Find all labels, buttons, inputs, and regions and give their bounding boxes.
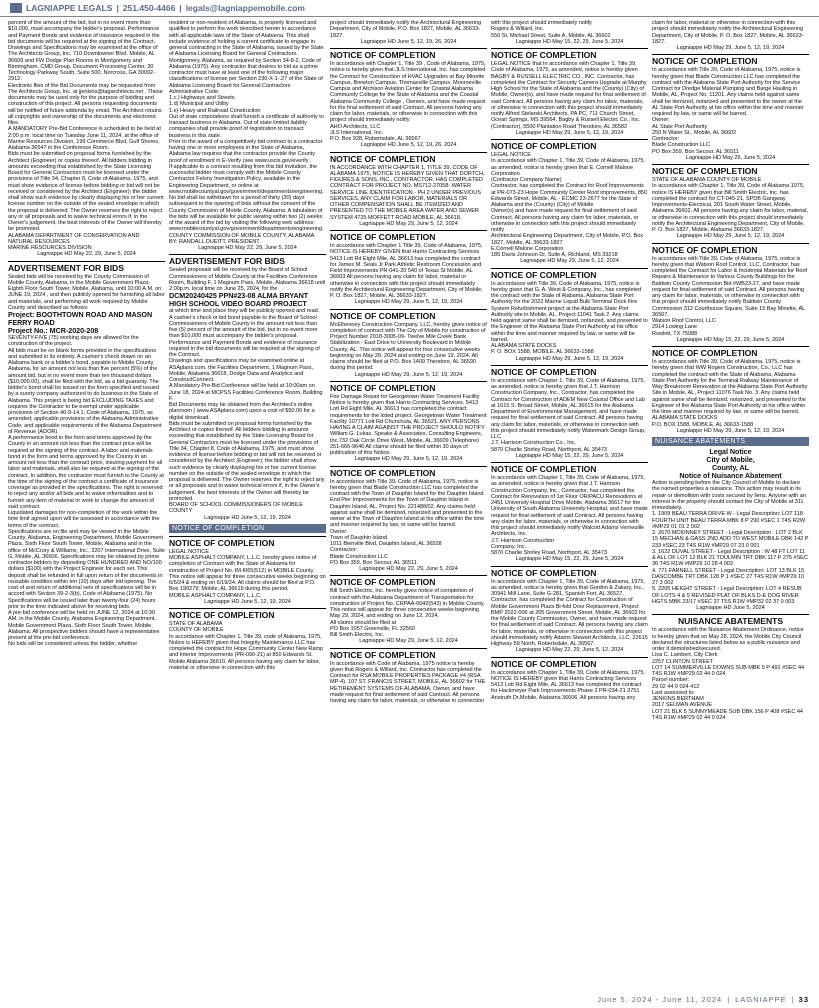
notice-text: Fire Damage Repair for Georgetown Water Treatment Facility bbox=[330, 393, 480, 400]
column-5 bbox=[652, 20, 809, 988]
notice-text: 4. 771 FARNELL STREET - Legal Description: LOT 13 BLK 15 DASCOMBE TRT DBK 128 P 1 #SEC 27 T4S R1W #MP29 10 27 3 002 bbox=[652, 567, 805, 586]
notice-text: In accordance with Title 39, Code of Alabama, 1975, notice is hereby given that Blade Construction LLC has completed the contract with the Town of Dauphin Island for the Dauphin Island End Pier Improvements for the Town of Dauphin Island in Dauphin Island, AL, Project No. 221488/02. Any claims held against same shall be itemized, notarized and presented to the owner at the Town of Dauphin Island at his office within the time and manner required by law, or same will be barred. bbox=[330, 478, 485, 529]
publication-line: Lagniappe HD May 29, June 5, 2024 bbox=[685, 154, 776, 161]
notice-text: STATE OF ALABAMA COUNTY OF MOBILE bbox=[652, 177, 762, 183]
notice-text: at PR-073-23 Hope Community Center Roof improvements, 850 Edwards Street, Mobile, AL - ECMC 23-2677 for the State of Alabama and the (County) (City) of Mobile bbox=[491, 189, 648, 208]
publication-line: Lagniappe HD May 29, June 5, 12, 19, 2024 bbox=[354, 456, 463, 463]
publication-line: Lagniappe HD June 5, 12, 19, 2024 bbox=[204, 514, 291, 521]
notice-text: LEGAL NOTICE bbox=[169, 548, 209, 555]
notice-heading: NUISANCE ABATEMENTS bbox=[652, 614, 809, 626]
nuisance-heading: Notice of Nuisance Abatement bbox=[679, 471, 782, 480]
notice-text: All claims should be filed at bbox=[330, 619, 397, 626]
notice-text: P.O. BOX 1588, MOBILE, AL 36633-1588 bbox=[652, 421, 754, 428]
notice-text: 1. 1909 BEAU TERRA DRIVE W - Legal Description: LOT 118 FOURTH UNIT BEAU TERRA MBK 8 P 290 #SEC 1 T4S R2W #MP29 01 01 2 002 bbox=[652, 511, 806, 530]
footer-separator: | bbox=[791, 994, 795, 1004]
notice-text: BY: RANDALL DUEITT, PRESIDENT bbox=[169, 238, 260, 245]
notice-text: LOT 21 BLK 5 SUNNYMEADE SUB DBK 156 P 408 #SEC 44 T4S R1W #MP29 02 44 0 024 bbox=[652, 708, 803, 721]
notice-text: 5. 2205 HEIGHT STREET - Legal Description: LOT 4 RESUB OF LOTS 4 & 5 REVISED PLAT OF BLKS D-E DOG RIVER HGTS MBK 23/17 #SEC 37 T5S R1W #MP32 02 37 0 003 bbox=[652, 586, 802, 605]
notice-text: All bids must be on blank forms provided in the specifications and submitted in its entirety. A cashier's check drawn on an Alabama bank or a bidder's bond, payable to Mobile County, Alabama, for an amount not less than five percent (5%) of the amount bid, but in no event more than ten thousand dollars ($10,000.00), shall be filed with the bid, as a bid guaranty. The bidder's bond shall be issued on the form specified and issued by a surety company authorized to do business in the State of Alabama. This project is being bid EXCLUDING TAXES and requires the Contractor to be exempt under applicable provisions of Section 40-9-14.1, Code of Alabama, 1975, as amended; applicable provisions of the Alabama Administrative Code; and applicable requirements of the Alabama Department of Revenue (ADOR). bbox=[8, 347, 162, 435]
notice-text: No bid shall be withdrawn for a period of thirty (30) days subsequent to the opening of bids without the consent of the County Commission of Mobile County, Alabama. A tabulation of the bids will be available for public viewing within two (2) weeks of the award of the bid by visiting the following web address: www.mobilecountyal.gov/government/departments/engineering. bbox=[169, 195, 324, 233]
notice-text: Architectural Engineering Department, City of Mobile, P.O. Box 1827, Mobile, AL 36633-1827 bbox=[491, 233, 643, 246]
notice-text: 2017 SELMAN AVENUE bbox=[652, 702, 712, 709]
notice-text: 5870 Charlie Shirley Road, Northport, AL 35473 bbox=[491, 550, 607, 556]
notice-text: In accordance with Chapter 1, Title 39, Code of Alabama, 1975, as amended, notice is hereby given that J.T. Harrison Construction Company, Inc., Contractor, has completed the Contract for Renovation of 1st Floor OR/PACU Renovations at 2451 University Hospital Drive Mobile, Alabama 36617 for the University of South Alabama University Hospital, and have made request for final settlement of said Contract. All persons having any claim for labor, materials, or otherwise in connection with this project should immediately notify Walcott Adams Verneuille Architects, Inc. bbox=[491, 475, 648, 538]
notice-text: Liquidated damages for non-completion of the work within the time limit agreed upon will be assessed in accordance with the terms of the contract. bbox=[8, 510, 160, 529]
column-3 bbox=[330, 20, 487, 988]
notice-heading: NOTICE OF COMPLETION bbox=[330, 575, 487, 587]
publication-line: Lagniappe HD May 22, 29, June 5, 2024 bbox=[198, 245, 297, 251]
legal-columns bbox=[8, 20, 811, 988]
notice-text: MARINE RESOURCES DIVISION bbox=[8, 245, 92, 251]
publication-line: Lagniappe HD May 29, June 5, 12, 19, 2024 bbox=[354, 299, 463, 306]
notice-text: 550 St. Michael Street, Suite A, Mobile, AL 36602 bbox=[491, 32, 611, 39]
notice-text: LEGAL NOTICE that In accordance with Chapter 1, Title 39, Code of Alabama, 1975, as amended, notice is hereby given BAGBY & RUSSELL ELECTRIC CO., INC. Contractor, has completed the Contract for Security Camera Upgrade at Murphy High School for the State of Alabama and the (County) (City) of Mobile, Owner(s), and have made request for final settlement of said Contract. All persons having any claim for labor, materials, or otherwise in connection with this project should immediately notify Alfred Stelarski Architects, PA PC, 711 Church Street, Ocean Springs, MS 39564, Bagby & Russell Electric Co., Inc. (Contractor), 5500 Plantation Road Theodore, AL 36582 bbox=[491, 61, 647, 130]
notice-text: 1.c.) Highways and Streets bbox=[169, 95, 235, 101]
footer-separator: | bbox=[727, 994, 731, 1004]
notice-heading: NOTICE OF COMPLETION bbox=[330, 309, 487, 321]
publication-line: Lagniappe HD May 15, 22, 29, June 5, 2024 bbox=[676, 336, 785, 343]
notice-text: In accordance with Chapter 1, Title 39, Code of Alabama, 1975, NOTICE IS HEREBY given that Harris Contracting Services 5413 Lott Rd Eight Mile, AL 36613 has completed the contract for Hackmeyer Park Improvements Phase 2 PR-034-21 3751 Anstruth Dr,Mobile, Alabama 36606. All persons having any bbox=[491, 669, 645, 701]
publication-line: Lagniappe HD May 29, June 5, 12, 19, 2024 bbox=[676, 427, 785, 434]
notice-heading: ADVERTISEMENT FOR BIDS bbox=[169, 254, 326, 266]
notice-heading: NOTICE OF COMPLETION bbox=[652, 243, 809, 255]
notice-text: P. O. BOX 1588, MOBILE, AL 36633-1588 bbox=[491, 349, 594, 356]
column-4 bbox=[491, 20, 648, 988]
notice-text: 5870 Charlie Shirley Road, Northport, AL 35473 bbox=[491, 446, 607, 453]
notice-heading: NOTICE OF COMPLETION bbox=[491, 268, 648, 280]
notice-heading: NOTICE OF COMPLETION bbox=[491, 566, 648, 578]
notice-text: COUNTY OF MOBILE bbox=[169, 627, 224, 634]
notice-text: Bids must be submitted on proposal forms furnished by the Architect (Engineer) or copies thereof. All bidders bidding in amounts exceeding that established by the State Licensing Board for General Contractors must be licensed under the provisions of Title 34, Chapter 8, Code of Alabama, 1975, and must show evidence of license before bidding or bid will not be received or considered by the Architect (Engineer); the bidder shall show such evidence by clearly displaying his or her current license number on the outside of the sealed envelope in which the proposal is delivered. The Owner reserves the right to reject any or all proposals and to waive technical errors if, in the Owner's judgement, the best interests of the Owner will thereby be promoted. bbox=[8, 151, 164, 233]
notice-text: Owner: bbox=[652, 117, 670, 124]
publication-line: Lagniappe HD June 5, 12, 19, 26, 2024 bbox=[360, 38, 457, 45]
page-header bbox=[0, 0, 819, 17]
notice-text: JENKINS BERTHAM bbox=[652, 696, 704, 702]
paper-name: LAGNIAPPE bbox=[735, 994, 787, 1004]
notice-text: Prior to the award of a competitively bid contract to a contractor having one or more employees in the State of Alabama, Alabama law requires that the contractor provide the County proof of enrollment in E-Verify (see www.uscis.gov/everify . bbox=[169, 138, 323, 164]
notice-text: In accordance with Chapter 1, Title 39, code of Alabama, 1975, Notice is HEREBY given that Integrity Maintenance LLC has completed the contract for Hope Community Center New Ramp and Interior Improvements (PR-090-21) at 850 Edwards St. Mobile Alabama 36610. All persons having any claim for labor, material or otherwise in connection with this bbox=[169, 633, 324, 671]
header-phone: 251.450-4466 bbox=[122, 3, 176, 13]
notice-heading: NOTICE OF COMPLETION bbox=[491, 657, 648, 669]
notice-text: 1.d) Municipal and Utility bbox=[169, 101, 229, 108]
notice-text: A pre-bid conference will be held on JUNE 12, 2024 at 10:30 AM, in the Mobile County, Alabama Engineering Department, Mobile Government Plaza, Sixth Floor South Tower, Mobile, Alabama. All prospective bidders should have a representative present at the pre-bid conference. bbox=[8, 610, 160, 641]
project-title: Project: BOOTHTOWN ROAD AND MASON FERRY ROAD bbox=[8, 310, 153, 327]
notice-text: Watson Roof Control, LLC bbox=[652, 318, 716, 324]
notice-text: AHO Architects, LLC bbox=[330, 123, 381, 130]
notice-heading: NOTICE OF COMPLETION bbox=[169, 608, 326, 620]
notice-text: In accordance with Chapter 1 Title 39, Code of Alabama, 1975, NOTICE IS HEREBY GIVEN that Harris Contracting Services 5413 Lott Rd Eight Mile, AL 36613 has completed the contract for James M. Seals Jr Park Athletic Restroom Concession and Field Improvements PR-041-20 540 of Texas St Mobile, AL 36603 All persons having any claim for labor, material or otherwise in connection with this project should immediately notify the Architectural Engineering Department, City of Mobile, P. O. Box 1827, Mobile, AL 36633-1827. bbox=[330, 243, 483, 299]
issue-dates: June 5, 2024 - June 11, 2024 bbox=[597, 994, 723, 1004]
publication-line: Lagniappe HD June 5, 12, 19, 26, 2024 bbox=[360, 142, 457, 149]
notice-text: Drawings and Specifications may be examined at the office of The Architects Group, Inc. 710 Downtowner Blvd. Mobile, AL 36609 and FW Dodge Plan Rooms in Montgomery and Birmingham, CMD Group, Document Processing Center, 30 Technology Parkway South, Suite 500, Norcross, GA 30092-2912. bbox=[8, 45, 158, 83]
notice-text: Owner: bbox=[330, 528, 348, 535]
publication-line: Lagniappe HD May 29, June 5, 12, 2024 bbox=[520, 258, 619, 265]
publication-line: Lagniappe HD May 22, 29, June 5, 2024 bbox=[359, 566, 458, 572]
notice-text: In accordance with Chapter 1, Title 39 , Code of Alabama, 1975, notice is hereby given that JLS International, Inc. has completed the Contract for Construction of HVAC Upgrades at Bay Minette Campus, Brewton Campus, Thomasville Campus, Monroeville Campus and Atchison Aviation Center for Coastal Alabama Community College for the State of Alabama and the Coastal Alabama Community College , Owners, and have made request for the final settlement of said Contract. All persons having any claim for labor, materials, or otherwise in connection with this project should immediately notify bbox=[330, 61, 486, 124]
notice-text: MOBILE ASPHALT COMPANY, L.L.C. bbox=[169, 592, 262, 599]
notice-text: Blade Construction LLC bbox=[330, 553, 388, 560]
notice-text: percent of the amount of the bid, but in no event more than $10,000, must accompany the bidder's proposal. Performance and Payment Bonds and evidence of insurance required in the bid documents will be required at the signing of the Contract. bbox=[8, 20, 160, 45]
publication-line: Lagniappe HD May 22, 29, June 5, 12, 2024 bbox=[515, 647, 624, 654]
notice-text: resident or non-resident of Alabama, is properly licensed and qualified to perform the work described herein in accordance with all applicable laws of the State of Alabama. This shall include evidence of holding a current certificate to engage in general contracting in the State of Alabama, issued by the State of Alabama Licensing Board for General Contractors. Montgomery, Alabama, as required by Section 34-8-2, Code of Alabama (1975). Any contractor that desires to bid as a prime contractor must have at least one of the following major classifications of license per Section 230-X-1-.27 of the State of Alabama Licensing Board for General Contractors Administrative Code: bbox=[169, 20, 324, 95]
notice-heading: NOTICE OF COMPLETION bbox=[491, 365, 648, 377]
notice-text: JLS International, Inc. bbox=[330, 129, 383, 136]
notice-text: Contractor, has completed the Contract for Roof Improvements bbox=[491, 183, 644, 190]
section-bar: NOTICE OF COMPLETION bbox=[169, 524, 326, 533]
notice-text: ALABAMA STATE DOCKS bbox=[652, 415, 718, 422]
notice-text: (Contractor Company Name) bbox=[491, 177, 562, 183]
notice-text: A Mandatory Pre-Bid Conference will be held at 10:00am on June 18, 2024 at MCPSS Facilities Conference Room, Building F. bbox=[169, 383, 323, 402]
notice-text: 2. 2670 MCKINNEY STREET - Legal Description : LOT 2 BLK 15 MECHAN & GASS 2ND ADD TO WEST MOBILE DBK 142 P 233 #SEC 23 T4S R1W #MP29 07 23 0 001 bbox=[652, 530, 809, 549]
header-separator: | bbox=[116, 3, 119, 13]
publication-line: Lagniappe HD May 29, June 5, 12, 19, 2024 bbox=[515, 355, 624, 362]
publication-line: Lagniappe HD May 15, 22, 29, June 5, 2024 bbox=[515, 38, 624, 45]
page-footer bbox=[0, 990, 819, 1008]
notice-text: McElhenney Construction Company, LLC, hereby gives notice of completion of contract with The City of Mobile for construction of Project Number 2018-3005-09- Twelve Mile Creek Bank Stabilization - East Drive to University Boulevard in Mobile County, AL. This notice will appear for four consecutive weeks beginning on May 29, 2024 and ending on June 19, 2024. All claims should be filed at P.O. Box 1409 Theodore, AL 36590 during this period. bbox=[330, 321, 487, 372]
notice-heading: NOTICE OF COMPLETION bbox=[652, 346, 809, 358]
project-title: DCM20240425 PPN#23-08 ALMA BRYANT HIGH SCHOOL VIDEO BOARD PROJECT bbox=[169, 291, 309, 309]
notice-heading: NOTICE OF COMPLETION bbox=[491, 48, 648, 60]
notice-text: Lisa C. Lambert, City Clerk bbox=[652, 652, 718, 659]
notice-heading: ADVERTISEMENT FOR BIDS bbox=[8, 261, 165, 273]
notice-heading: NOTICE OF COMPLETION bbox=[330, 48, 487, 60]
notice-text: at which time and place they will be publicly opened and read. bbox=[169, 308, 320, 315]
notice-text: 3. 1622 DUVAL STREET - Legal Description : W 48 FT LOT 11 & ALL OF LOT 12 BLK 21 TOULMIN TRT DBK 117 P 275 #SEC 36 T4S R1W #MP29 10 28 4 003 bbox=[652, 548, 808, 568]
publication-line: Lagniappe HD May 22, 29, June 5, 2024 bbox=[37, 251, 136, 258]
notice-text: In accordance with Chapter 1, Title 39, Code of Alabama 1975, notice IS HEREBY given that Bill Smith Electric, Inc. has completed the contract for CT-045-21, SPDB Gangway Improvements-Electrical, 201 South Water Street, Mobile, Alabama 36602. All persons having any claim for labor, material, or otherwise in connection with this project should immediately notify the Architectural Engineering Department, City of Mobile, P. O. Box 1827, Mobile, Alabama 36633-1827. bbox=[652, 183, 808, 233]
notice-text: In accordance with Code of Alabama, 1975 notice is hereby given that Rogers & Willard, Inc. Contractor has completed the Contract for RSA MOBILE PROPERTIES PACKAGE #4 (RSA MP-4), 107 ST. FRANCIS STREET, MOBILE, AL 36602 for THE RETIREMENT SYSTEMS OF ALABAMA, Owner, and have made request for final settlement of said Contract. All persons having any claim for labor, materials, or otherwise in connection bbox=[330, 660, 486, 704]
section-title: LAGNIAPPE LEGALS bbox=[26, 3, 113, 13]
notice-text: 250 N Water St., Mobile, AL 36602 bbox=[652, 129, 737, 136]
publication-line: Lagniappe HD May 15, 22, 29, June 5, 2024 bbox=[515, 452, 624, 459]
notice-text: 185 Davis Johnson Dr, Suite A, Richland, MS 39218 bbox=[491, 252, 618, 258]
notice-text: A MANDATORY Pre-Bid Conference is scheduled to be held at 2:00 p.m. local time on Tuesday June 11, 2024, at the office of Marine Resources Division, 199 Commerce Blvd, Gulf Shores, Alabama 36547 in the Conference Room. bbox=[8, 126, 161, 151]
notice-text: AL State Port Authority bbox=[652, 123, 708, 130]
header-separator: | bbox=[179, 3, 182, 13]
lagniappe-logo-icon bbox=[10, 3, 22, 13]
notice-text: Out of state corporations shall furnish a certificate of authority to transact business in Alabama. Out of state limited liability companies shall provide proof of registration to transact business in this state. bbox=[169, 113, 324, 139]
notice-text: No bids will be considered unless the bidder, whether bbox=[8, 641, 138, 648]
notice-text: with this project should immediately notify bbox=[491, 20, 592, 26]
notice-text: In accordance with Chapter 1, Title 39, Code of Alabama, 1975, as amended, notice is hereby given that J.T. Harrison Construction Company, Inc., Contractor, has completed the Contract for Construction of ADEM New Coastal Office and Lab at 1615 S. Broad Street, Mobile, AL 36615 for the Alabama Department of Environmental Management, and have made request for final settlement of said Contract. All persons having any claim for labor, materials, or otherwise in connection with this project should immediately notify Watermark Design Group, LLC bbox=[491, 377, 646, 440]
notice-text: ALABAMA STATE DOCKS bbox=[491, 343, 557, 349]
publication-line: Lagniappe HD May 29, June 5, 12, 19, 2024 bbox=[676, 45, 785, 51]
nuisance-heading: Legal Notice bbox=[709, 447, 752, 456]
notice-text: A performance bond in the form and terms approved by the County in an amount not less than the contract price will be required at the signing of the contract. A labor and materials bond in the form and terms approved by the County in an amount not less than the contract price, insuring payment for all labor and materials, shall also be required at the signing of the contract. In addition, the contractor must furnish to the County at the time of the signing of the contract a certificate of insurance coverage as provided in the specifications. The right is reserved to reject any and/or all bids and to waive informalities and to furnish any item of material or work to change the amount of said contract. bbox=[8, 435, 164, 510]
notice-text: Drawings and specifications may be examined online at ASAplans.com, the Facilities Department, 1 Magnum Pass, Mobile, Alabama 36618, Dodge Data and Analytics and ConstructConnect. bbox=[169, 358, 313, 383]
notice-text: Contractor: bbox=[652, 136, 680, 142]
notice-text: ALABAMA DEPARTMENT OF CONSERVATION AND NATURAL RESOURCES bbox=[8, 232, 140, 245]
notice-text: In accordance with Chapter 1, Title 39, Code of Alabama, 1975, as amended, notice is hereby given that Gordon & Zakary, Inc., 30941 Mill Lane, Suite G-281, Spanish Fort, AL 36527, Contractor, has completed the Contract for Construction of Mobile Government Plaza Bi-fold Door Replacement, Project BMP 2022-006 at 205 Government Street, Mobile, AL 36602 for the Mobile County Commission, Owner, and have made request for final settlement of said Contract. All persons having any claim for labor, materials, or otherwise in connection with this project should immediately notify Adams Stewart Architects, LLC, 22615 Highway 59 North, Robertsdale, AL 36567. bbox=[491, 578, 648, 647]
nuisance-heading: City of Mobile, bbox=[706, 455, 755, 464]
notice-text: In accordance with Title 39, Code of Alabama, 1975, notice is hereby given that Watson Roof Control, LLC, Contractor, has completed the Contract for Labor & Incidental Materials for Roof Repairs & Maintenance to Various County Buildings for the Baldwin County Commission Bid #WB23-27, and have made request for final settlement of said Contract. All persons having any claim for labor, materials, or otherwise in connection with this project should immediately notify Baldwin County Commission 312 Courthouse Square, Suite 15 Bay Minette, AL 36507. bbox=[652, 255, 808, 318]
notice-text: Bid Documents may be obtained from the Architect's online planroom ( www.ASAplans.com) upon a cost of $50.00 for a digital download. bbox=[169, 402, 315, 421]
notice-text: Parcel number: bbox=[652, 677, 690, 684]
notice-text: Bill Smith Electric, Inc. bbox=[330, 632, 385, 638]
notice-heading: NOTICE OF COMPLETION bbox=[652, 54, 809, 66]
column-2 bbox=[169, 20, 326, 988]
notice-heading: NOTICE OF COMPLETION bbox=[330, 648, 487, 660]
notice-text: A cashier's check or bid bond payable to the Board of School Commissioners of Mobile County in the amount not less than five (5) percent of the amount of the bid, but in no event more than $10,000 must accompany the bidder's proposal. Performance and Payment Bonds and evidence of insurance required in the bid documents will be required at the signing of the Contract. bbox=[169, 314, 320, 358]
notice-text: claim for labor, material or otherwise in connection with this project should immediately notify the Architectural Engineering Department, City of Mobile, P. O. Box 1827, Mobile, AL 36633-1827. bbox=[652, 20, 804, 45]
notice-text: In accordance with Title 39, Code of Alabama, 1975, notice is hereby given that G. A. West & Company, Inc., has completed the contract with the State of Alabama, Alabama State Port Authority for the 2022 Marine Liquid Bulk Terminal Dock Fire System Refurbishment project at the Alabama State Port Authority site in Mobile, AL, Project 11041 Task 2. Any claims held against same shall be itemized, notarized, and presented to the Engineer of the Alabama State Port Authority at his office within the time and manner required by law, or same will be barred. bbox=[491, 280, 648, 343]
publication-line: Lagniappe HD May 29, June 5, 12, 19, 2024 bbox=[354, 371, 463, 378]
notice-text: Bill Smith Electric, Inc. hereby gives notice of completion of contract with the Alabama Department of Transportation for construction of Project No. CRPAA-0042(543) in Mobile County. This notice will appear for three consecutive weeks beginning May 29, 2024, and ending on June 12, 2024. bbox=[330, 588, 485, 620]
notice-text: SEVENTY-FIVE (75) working days are allowed for the construction of the project. bbox=[8, 335, 139, 348]
notice-text: LEGAL NOTICE bbox=[491, 152, 531, 158]
notice-text: In accordance with Title 39, Code of Alabama, 1975, notice is hereby given that Blade Construction LLC has completed the contract with the Alabama State Port Authority for the Service Contract for Dredge Material Pumping and Barge Hauling in Mobile, AL, Project No. 11201. Any claims held against same shall be itemized, notarized and presented to the owner at the AL State Port Authority at his office within the time and manner required by law, or same will be barred. bbox=[652, 67, 804, 117]
notice-text: LOT 14 SUMMERVILLE DOWNS SUB MBK 5 P 491 #SEC 44 T4S R1W #MP29 02 44 0 024 bbox=[652, 664, 805, 677]
notice-text: Sealed proposals will be received by the Board of School Commissioners of Mobile County at the Facilities Conference Room, Building F, 1 Magnum Pass, Mobile, Alabama 36618 until 2:00p.m. local time on June 25, 2024, for the bbox=[169, 267, 326, 292]
notice-text: Action is pending before the City Council of Mobile to declare the named properties a nuisance. This action may result in its repair or demolition with costs secured by liens. Anyone with an interest in the property should contact the City of Mobile at 311 immediately. bbox=[652, 480, 806, 511]
notice-text: PO Box 359, Bon Secour, AL 36511 bbox=[330, 559, 417, 566]
notice-text: PO Box 1057 Greenville, FL 32560 bbox=[330, 625, 415, 632]
notice-text: 1011 Bienville Blvd, Dauphin Island, AL 36528 bbox=[330, 541, 442, 547]
page-number: 33 bbox=[798, 994, 809, 1004]
notice-heading: NOTICE OF COMPLETION bbox=[491, 462, 648, 474]
notice-heading: NOTICE OF COMPLETION bbox=[330, 381, 487, 393]
notice-heading: NOTICE OF COMPLETION bbox=[169, 536, 326, 548]
notice-text: Owner(s) and have made request for final settlement of said Contract. All persons having any claim for labor, materials, or otherwise in connection with this project should immediately notify bbox=[491, 208, 639, 233]
notice-text: Electronic files of the Bid Documents may be requested from The Architects Group, Inc. at jjenkins@tagarchitects.net . These documents may be used only for the purpose of bidding and construction of this project. All persons requesting documents will be notified of future addenda by email. The Architect retains all copyrights and ownership of the documents and electronic files. bbox=[8, 82, 163, 126]
project-number: Project No.: MCR-2020-208 bbox=[8, 326, 99, 335]
notice-text: project should immediately notify the Architectural Engineering Department, City of Mobile, P.O. Box 1827, Mobile, AL 36633-1827. bbox=[330, 20, 482, 39]
publication-line: Lagniappe HD June 5, 12, 19, 2024 bbox=[204, 598, 291, 605]
notice-text: IN ACCORDANCE WITH CHAPTER 1, TITLE 39, CODE OF ALABAMA 1975, NOTICE IS HEREBY GIVEN THAT DORTCH, FIGURES & SONS, INC., CONTRACTOR, HAS COMPLETED CONTRACT FOR PROJECT NO. MS712-27058- WATER SERVICE LINE IDENTIFICATION - PH 2 UNDER PREVIOUS SERVICES, ANY CLAIM FOR LABOR, MATERIALS OR OTHER COMPENSATION SHALL BE ITEMIZED AND PRESENTED TO THE MOBILE AREA WATER AND SEWER SYSTEM 4725 MOFFETT ROAD MOBILE, AL 36618. bbox=[330, 164, 485, 221]
notice-text: Blade Construction LLC bbox=[652, 142, 710, 149]
notice-text: Specifications are on file and may be viewed in the Mobile County, Alabama, Engineering Department, Mobile Government Plaza, Sixth Floor South Tower, Mobile, Alabama and in the office of McCrory & Williams, Inc., 3207 International Drive, Suite G, Mobile, AL 36606. Specifications may be obtained by prime contractor bidders by depositing ONE HUNDRED AND NO/100 dollars ($100) with the Project Engineer for each set. This deposit shall be refunded in full upon return of the documents in reusable condition within ten (10) days after bid opening. The cost of and return of additional sets of specifications will be in accord with Section 39-2-3(b), Code of Alabama (1975). No Specifications will be issued later than twenty-four (24) hours prior to the time indicated above for receiving bids. bbox=[8, 528, 165, 610]
notice-text: PO Box 359, Bon Secour, AL 36511 bbox=[652, 148, 739, 155]
nuisance-heading: County, AL bbox=[711, 463, 750, 472]
notice-text: If applicable to a contract resulting from this bid invitation, the successful bidder must comply with the Mobile County Contractor Felony Investigation Policy, available in the Engineering Department, or online at www.mobilecountyal.gov/government/departments/engineering. bbox=[169, 163, 324, 195]
notice-text: J.T. Harrison Construction bbox=[491, 537, 555, 544]
notice-text: MOBILE ASPHALT COMPANY, L.L.C. hereby gives notice of completion of Contract with the State of Alabama for construction of Project No. IM-I065(512) in MOBILE County. This notice will appear for three consecutive weeks beginning on 6/5/24 & ending on 6/19/24. All claims should be filed at P.O. Box 190279; Mobile, AL 36619 during this period. bbox=[169, 555, 326, 593]
notice-text: 2914 Lowing Lane bbox=[652, 324, 697, 331]
notice-heading: NOTICE OF COMPLETION bbox=[330, 230, 487, 242]
publication-line: Lagniappe HD May 15, 22, 29, June 5, 2024 bbox=[515, 556, 624, 563]
publication-line: Lagniappe HD May 29, June 5, 12, 2024 bbox=[359, 220, 458, 227]
notice-text: Town of Dauphin Island bbox=[330, 534, 388, 541]
notice-text: 29 02 44 0 024 412 bbox=[652, 683, 700, 690]
notice-text: COUNTY COMMISSION OF MOBILE COUNTY, ALABAMA bbox=[169, 232, 315, 239]
notice-text: STATE OF ALABAMA bbox=[169, 621, 223, 627]
notice-text: 1.e) Heavy and Railroad Construction bbox=[169, 107, 261, 114]
notice-text: Rogers & Willard, Inc. bbox=[491, 26, 544, 33]
publication-line: Lagniappe HD May 29, June 5, 12, 19, 2024 bbox=[515, 129, 624, 136]
notice-heading: NOTICE OF COMPLETION bbox=[652, 164, 809, 176]
notice-text: Last assessed to: bbox=[652, 689, 695, 696]
publication-line: Lagniappe HD May 29, June 5, 12, 2024 bbox=[359, 638, 458, 645]
notice-text: Notice is hereby given that Harris Contracting Services. 5413 Lott Rd Eight Mile, AL 36613 has completed the contract requirements for the listed project. Georgetown Water Treatment Facility 10771 Lott Rd Chunchula, AL 36521. ANY PERSONS HAVING A CLAIM AGAINST THE PROJECT SHOULD NOTIFY William G. Lukas, Speaks & Associates, Consulting Engineers, Inc.732 Oak Circle Drive West, Mobile, AL 36609 (Telephone) 251-666-9646 All claims should be filed within 30 days of publication of this Notice. bbox=[330, 400, 487, 456]
notice-text: 2257 CLINTON STREET bbox=[652, 658, 714, 665]
notice-text: In accordance with Title 39, Code of Alabama, 1975, notice is hereby given that WW Rogers Construction, Co., LLC has completed the contract with the State of Alabama, Alabama State Port Authority for the Terminal Railway Maintenance of Way Breakroom Renovation at the Alabama State Port Authority Site in Mobile, AL, Project 11076 Task No. 3. Any claims held against same shall be itemized, notarized, and presented to the Engineer of the Alabama State Port Authority at his office within the time and manner required by law, or same will be barred. bbox=[652, 359, 808, 415]
notice-text: E.Cornell Malone Corporation bbox=[491, 245, 564, 252]
notice-text: P.O. Box 928, Robertsdale, AL 36567 bbox=[330, 136, 421, 142]
publication-line: Lagniappe HD May 29, June 5, 12, 19, 2024 bbox=[676, 233, 785, 240]
column-1 bbox=[8, 20, 165, 988]
notice-text: Contractor: bbox=[330, 547, 358, 554]
notice-text: Sealed bids will be received by the County Commission of Mobile County, Alabama, in the Mobile Government Plaza, Eighth Floor South Tower, Mobile, Alabama, until 10:00 A.M. on JUNE 19, 2024 , and then publicly opened for furnishing all labor and materials, and performing all work required by Mobile County and described as follows: bbox=[8, 273, 165, 311]
notice-text: BOARD OF SCHOOL COMMISSIONERS OF MOBILE COUNTY bbox=[169, 502, 303, 515]
notice-text: Rowlett, TX 75088 bbox=[652, 330, 698, 337]
notice-heading: NOTICE OF COMPLETION bbox=[330, 466, 487, 478]
notice-text: Company, Inc. bbox=[491, 543, 526, 550]
notice-heading: NOTICE OF COMPLETION bbox=[330, 152, 487, 164]
notice-heading: NOTICE OF COMPLETION bbox=[491, 139, 648, 151]
publication-line: Lagniappe HD June 5, 2024 bbox=[696, 605, 765, 611]
section-bar: NUISANCE ABATEMENTS bbox=[652, 437, 809, 446]
notice-text: In accordance with the Nuisance Abatement Ordinance, notice is hereby given that on May 28, 2024, the Mobile City Council declared the structures listed below as a public nuisance and order it demolished/secured. bbox=[652, 627, 804, 652]
notice-text: In accordance with Chapter 1, Title 39, Code of Alabama, 1975, as amended, notice is hereby given that E. Cornell Malone Corporation bbox=[491, 158, 645, 177]
notice-text: Bids must be submitted on proposal forms furnished by the Architect or copies thereof. All bidders bidding in amounts exceeding that established by the State Licensing Board for General Contractors must be licensed under the provisions of Title 34, Chapter 8, Code of Alabama, 1975, and must show evidence of license before bidding or bid will not be received or considered by the Architect (Engineer); the bidder shall show such evidence by clearly displaying his or her current license number on the outside of the sealed envelope in which the proposal is delivered. The Owner reserves the right to reject any or all proposals and to waive technical errors if, in the Owner's judgement, the best interests of the Owner will thereby be promoted. bbox=[169, 420, 325, 502]
notice-text: J.T. Harrison Construction Co., Inc. bbox=[491, 440, 576, 447]
header-email: legals@lagniappemobile.com bbox=[185, 3, 305, 13]
